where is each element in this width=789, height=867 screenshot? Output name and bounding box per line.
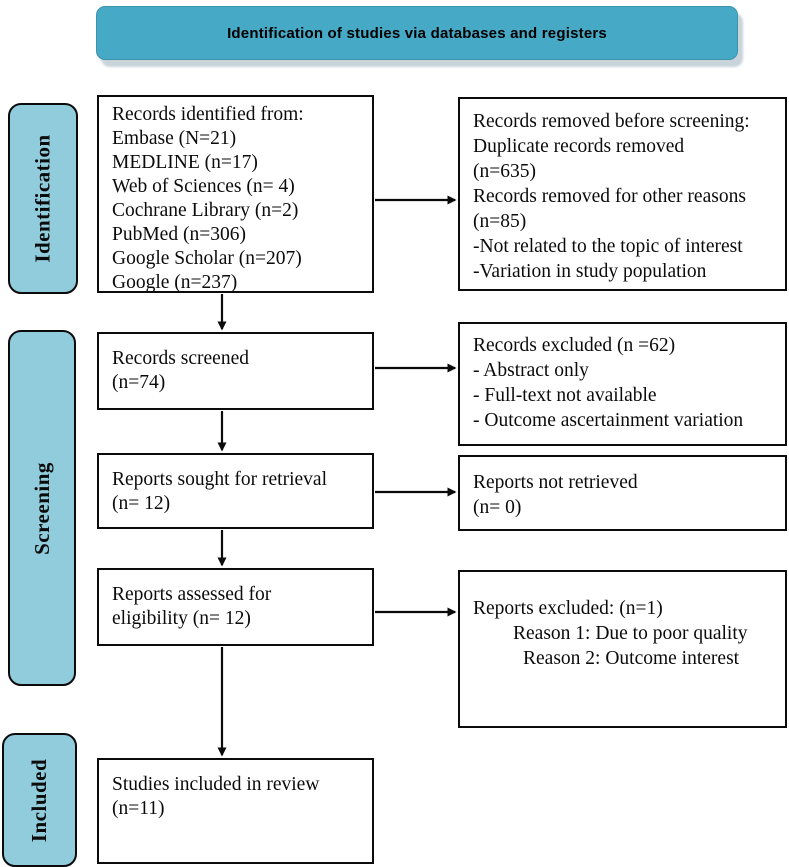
text-line: Reason 1: Due to poor quality	[513, 623, 748, 644]
text-line: Records identified from:	[112, 104, 304, 125]
text-line: Reports excluded: (n=1)	[473, 598, 663, 619]
reports-not-retrieved-box	[458, 455, 787, 531]
records-identified-box	[97, 95, 374, 293]
text-line: Reason 2: Outcome interest	[523, 648, 740, 669]
text-line: Records screened	[112, 348, 249, 369]
text-line: (n=11)	[112, 798, 165, 819]
text-line: - Outcome ascertainment variation	[473, 410, 744, 431]
text-line: (n= 12)	[112, 493, 171, 514]
studies-included-box	[97, 758, 374, 864]
text-line: Reports sought for retrieval	[112, 469, 327, 490]
stage-label-text: Included	[27, 758, 51, 842]
text-line: PubMed (n=306)	[112, 224, 246, 245]
reports-assessed-box	[97, 568, 374, 646]
text-line: Cochrane Library (n=2)	[112, 200, 299, 221]
text-line: Records removed before screening:	[473, 111, 750, 132]
text-line: Records removed for other reasons	[473, 186, 746, 207]
text-line: (n=85)	[473, 211, 527, 232]
text-line: - Abstract only	[473, 360, 589, 381]
text-line: Duplicate records removed	[473, 136, 685, 157]
text-line: (n=635)	[473, 161, 536, 182]
stage-label-screening	[8, 330, 76, 686]
text-line: Records excluded (n =62)	[473, 335, 676, 356]
reports-excluded-box	[458, 570, 787, 728]
reports-sought-box	[97, 453, 374, 529]
records-screened-box	[97, 332, 374, 410]
text-line: MEDLINE (n=17)	[112, 152, 258, 173]
diagram-header	[96, 6, 738, 60]
text-line: Reports not retrieved	[473, 472, 638, 493]
text-line: Google (n=237)	[112, 272, 238, 293]
stage-label-text: Screening	[29, 461, 54, 555]
text-line: -Variation in study population	[473, 261, 707, 282]
stage-label-identification	[8, 103, 78, 294]
text-line: -Not related to the topic of interest	[473, 236, 743, 257]
text-line: Reports assessed for	[112, 584, 272, 605]
records-removed-box	[458, 97, 787, 291]
text-line: Embase (N=21)	[112, 128, 237, 149]
stage-label-included	[2, 733, 77, 867]
text-line: (n=74)	[112, 372, 166, 393]
text-line: eligibility (n= 12)	[112, 608, 251, 629]
records-excluded-box	[458, 322, 787, 446]
text-line: Web of Sciences (n= 4)	[112, 176, 295, 197]
text-line: (n= 0)	[473, 497, 522, 518]
text-line: Studies included in review	[112, 774, 320, 795]
text-line: Google Scholar (n=207)	[112, 248, 302, 269]
stage-label-text: Identification	[30, 134, 55, 263]
diagram-title: Identification of studies via databases and registers	[227, 24, 607, 42]
text-line: - Full-text not available	[473, 385, 657, 406]
